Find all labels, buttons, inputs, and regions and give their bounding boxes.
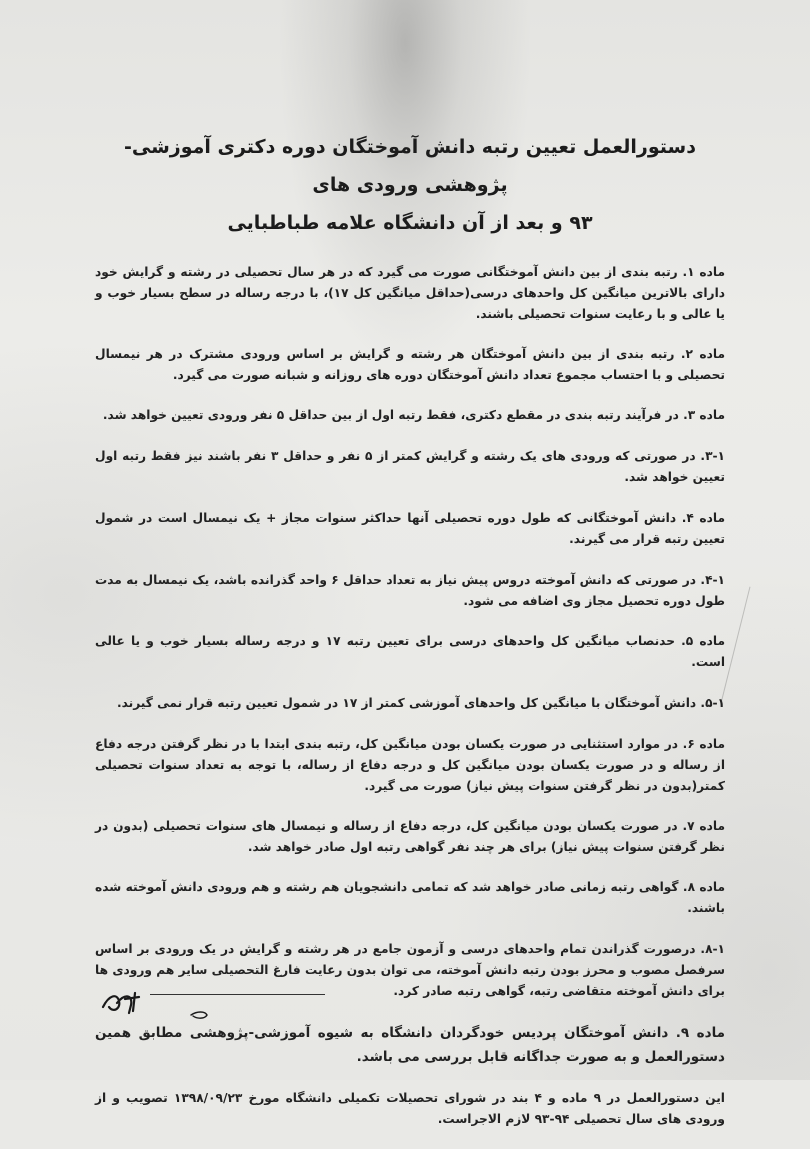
article-5: ماده ۵. حدنصاب میانگین کل واحدهای درسی برای تعیین رتبه ۱۷ و درجه رساله بسیار خوب و یا عالی است.	[95, 634, 725, 669]
article-4: ماده ۴. دانش آموختگانی که طول دوره تحصیلی آنها حداکثر سنوات مجاز + یک نیمسال است در شمول تعیین رتبه قرار می گیرند.	[95, 511, 725, 546]
article-3: ماده ۳. در فرآیند رتبه بندی در مقطع دکتری، فقط رتبه اول از بین حداقل ۵ نفر ورودی تعیین خواهد شد.	[102, 408, 725, 422]
title-line-2: ۹۳ و بعد از آن دانشگاه علامه طباطبایی	[227, 212, 593, 234]
article-8: ماده ۸. گواهی رتبه زمانی صادر خواهد شد که تمامی دانشجویان هم رشته و هم ورودی دانش آموخته شده باشند.	[95, 880, 725, 915]
clause-3-1: ۳-۱. در صورتی که ورودی های یک رشته و گرایش کمتر از ۵ نفر و حداقل ۳ نفر باشند نیز فقط رتبه اول تعیین خواهد شد.	[95, 449, 725, 484]
document-title	[95, 128, 725, 242]
article-7: ماده ۷. در صورت یکسان بودن میانگین کل، درجه دفاع از رساله و نیمسال های سنوات تحصیلی (بدون در نظر گرفتن سنوات پیش نیاز) برای هر چند نفر گواهی رتبه اول صادر خواهد شد.	[95, 819, 725, 854]
approval-note: این دستورالعمل در ۹ ماده و ۴ بند در شورای تحصیلات تکمیلی دانشگاه مورخ ۱۳۹۸/۰۹/۲۳ تصویب و از ورودی های سال تحصیلی ۹۴-۹۳ لازم الاجراست.	[95, 1091, 725, 1126]
clause-8-1: ۸-۱. درصورت گذراندن تمام واحدهای درسی و آزمون جامع در هر رشته و گرایش در یک ورودی بر اساس سرفصل مصوب و محرز بودن رتبه دانش آموخته، می توان بدون رعایت فارغ التحصیلی سایر هم ورودی ها برای دانش آموخته متقاضی رتبه، گواهی رتبه صادر کرد.	[95, 942, 725, 998]
title-line-1: دستورالعمل تعیین رتبه دانش آموختگان دوره دکتری آموزشی-پژوهشی ورودی های	[124, 136, 696, 196]
handwritten-signature	[95, 985, 325, 1025]
article-9: ماده ۹. دانش آموختگان پردیس خودگردان دانشگاه به شیوه آموزشی-پژوهشی مطابق همین دستورالعمل و به صورت جداگانه قابل بررسی می باشد.	[95, 1025, 725, 1065]
article-1: ماده ۱. رتبه بندی از بین دانش آموختگانی صورت می گیرد که در هر سال تحصیلی در رشته و گرایش خود دارای بالاترین میانگین کل واحدهای درسی(حداقل میانگین کل ۱۷)، با درجه رساله در سطح بسیار خوب و یا عالی و با رعایت سنوات تحصیلی باشند.	[95, 265, 725, 321]
article-6: ماده ۶. در موارد استثنایی در صورت یکسان بودن میانگین کل، رتبه بندی ابتدا با در نظر گرفتن درجه دفاع از رساله و در صورت یکسان بودن میانگین کل و درجه دفاع از رساله، با توجه به تعداد سنوات تحصیلی کمتر(بدون در نظر گرفتن سنوات پیش نیاز) صورت می گیرد.	[95, 737, 725, 793]
clause-4-1: ۴-۱. در صورتی که دانش آموخته دروس پیش نیاز به تعداد حداقل ۶ واحد گذرانده باشد، یک نیمسال به مدت طول دوره تحصیل مجاز وی اضافه می شود.	[95, 573, 725, 608]
article-2: ماده ۲. رتبه بندی از بین دانش آموختگان هر رشته و گرایش بر اساس ورودی مشترک در هر نیمسال تحصیلی و با احتساب مجموع تعداد دانش آموختگان دوره های روزانه و شبانه صورت می گیرد.	[95, 347, 725, 382]
clause-5-1: ۵-۱. دانش آموختگان با میانگین کل واحدهای آموزشی کمتر از ۱۷ در شمول تعیین رتبه قرار نمی گیرند.	[116, 696, 725, 710]
